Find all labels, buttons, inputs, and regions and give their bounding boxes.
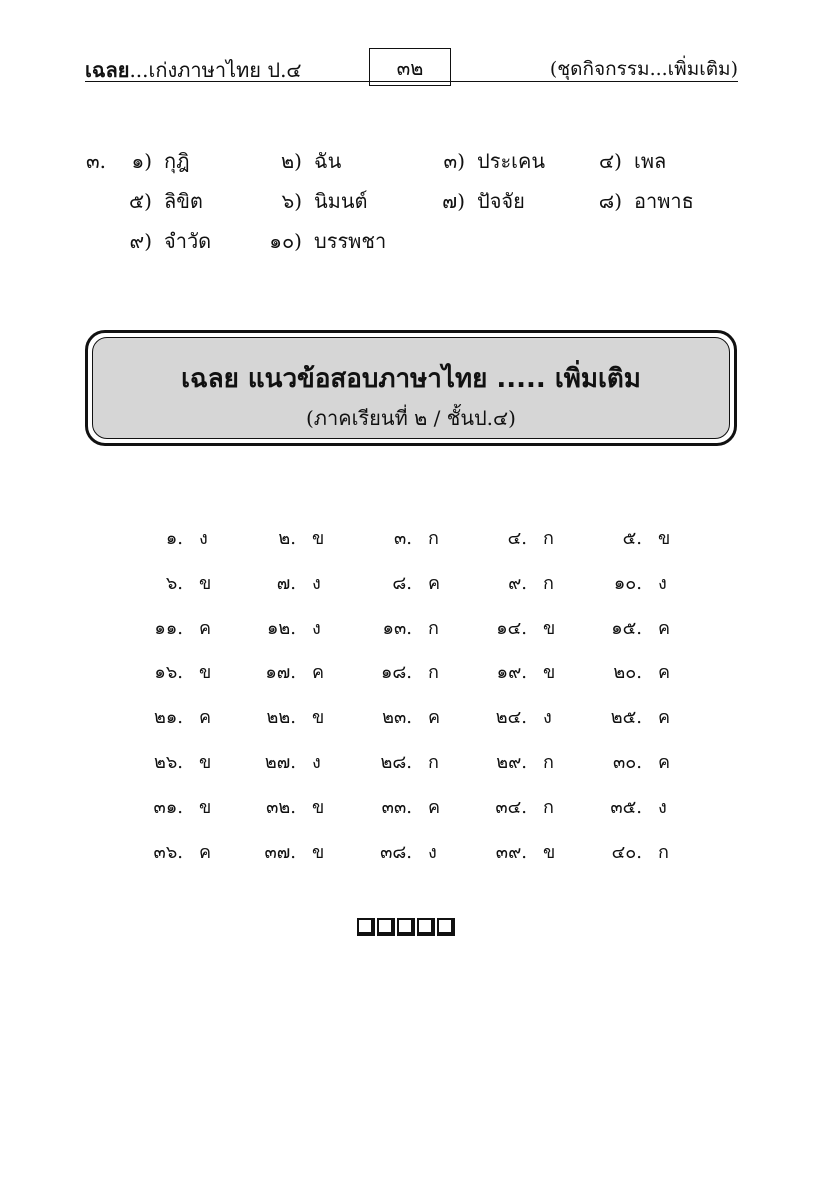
answer-number: ๓๑. [153, 797, 183, 818]
answer-number: ๑๙. [496, 662, 527, 683]
vocab-item [112, 225, 211, 257]
answer-item [467, 837, 555, 866]
answer-number: ๒๔. [495, 707, 527, 728]
page-header [85, 48, 738, 88]
answer-choice: ค [428, 573, 441, 594]
answer-number: ๒๗. [264, 752, 296, 773]
answer-choice: ข [312, 797, 325, 818]
section3-number: ๓. [86, 149, 107, 173]
answer-item [352, 613, 439, 642]
vocab-item [112, 185, 203, 217]
vocab-item-word: ปัจจัย [477, 189, 525, 213]
vocab-item [262, 225, 386, 257]
title-subtitle: (ภาคเรียนที่ ๒ / ชั้นป.๔) [306, 406, 516, 430]
answer-choice: ก [428, 662, 439, 683]
answer-choice: ก [428, 752, 439, 773]
header-divider [85, 81, 738, 82]
answer-number: ๓. [393, 528, 412, 549]
answer-item [582, 702, 670, 731]
answer-item [123, 568, 211, 597]
answer-number: ๑๑. [154, 618, 183, 639]
answer-number: ๓๙. [495, 842, 527, 863]
answer-choice: ข [312, 528, 325, 549]
vocab-item [582, 185, 694, 217]
answer-number: ๓๔. [495, 797, 527, 818]
answer-choice: ง [199, 528, 208, 549]
answer-item [236, 523, 324, 552]
vocab-item-number: ๖) [281, 189, 302, 213]
answer-number: ๑๖. [154, 662, 183, 683]
answer-choice: ก [543, 573, 554, 594]
answer-item [467, 657, 555, 686]
answer-number: ๑. [165, 528, 183, 549]
answer-item [236, 837, 324, 866]
answer-choice: ข [199, 752, 212, 773]
answer-item [123, 747, 211, 776]
vocab-item-number: ๕) [129, 189, 152, 213]
answer-choice: ก [658, 842, 669, 863]
page-number: ๓๒ [369, 48, 451, 86]
answer-number: ๒๘. [380, 752, 412, 773]
square-ornament-icon [377, 918, 395, 936]
answer-choice: ค [658, 618, 671, 639]
answer-item [123, 702, 211, 731]
answer-number: ๒๓. [382, 707, 412, 728]
answer-item [352, 657, 439, 686]
answer-item [352, 747, 439, 776]
square-ornament-icon [397, 918, 415, 936]
answer-number: ๓๐. [612, 752, 642, 773]
header-answer-key-label: เฉลย [85, 58, 130, 82]
answer-number: ๗. [276, 573, 296, 594]
answer-choice: ข [543, 842, 556, 863]
answer-number: ๘. [392, 573, 412, 594]
answer-choice: ก [428, 528, 439, 549]
header-series-title: (ชุดกิจกรรม...เพิ่มเติม) [549, 58, 738, 80]
answer-item [467, 702, 552, 731]
answer-item [123, 792, 211, 821]
answer-choice: ข [199, 662, 212, 683]
answer-item [582, 523, 670, 552]
answer-item [236, 792, 324, 821]
vocab-item-number: ๙) [129, 229, 152, 253]
title-box-inner [92, 337, 730, 439]
vocab-item [262, 185, 368, 217]
answer-number: ๒๕. [610, 707, 642, 728]
answer-choice: ง [312, 752, 321, 773]
answer-item [582, 657, 670, 686]
answer-item [467, 613, 555, 642]
answer-item [352, 568, 440, 597]
answer-choice: ข [543, 662, 556, 683]
answer-item [582, 747, 670, 776]
answer-key-title-box [85, 330, 737, 446]
vocab-item-word: อาพาธ [634, 189, 694, 213]
header-book-title: ...เก่งภาษาไทย ป.๔ [129, 58, 302, 82]
answer-number: ๓๒. [266, 797, 296, 818]
answer-choice: ค [658, 662, 671, 683]
answer-item [236, 747, 321, 776]
answer-item [123, 523, 208, 552]
answer-number: ๔. [507, 528, 527, 549]
answer-number: ๒๑. [153, 707, 183, 728]
answer-item [236, 613, 321, 642]
answer-item [582, 792, 667, 821]
answer-number: ๑๘. [380, 662, 412, 683]
answer-number: ๒๒. [266, 707, 296, 728]
answer-number: ๒๖. [153, 752, 183, 773]
answer-choice: ค [428, 707, 441, 728]
answer-item [236, 702, 324, 731]
vocab-item [112, 145, 190, 177]
answer-item [467, 523, 554, 552]
vocab-item-number: ๔) [599, 149, 622, 173]
answer-number: ๒๙. [496, 752, 527, 773]
answer-number: ๒๐. [613, 662, 642, 683]
answer-choice: ก [543, 752, 554, 773]
answer-choice: ค [658, 707, 671, 728]
answer-choice: ก [428, 618, 439, 639]
answer-item [123, 657, 211, 686]
vocab-item [425, 145, 545, 177]
answer-number: ๑๕. [611, 618, 642, 639]
vocab-item [425, 185, 525, 217]
answer-item [123, 613, 211, 642]
answer-choice: ข [312, 842, 325, 863]
answer-item [352, 792, 440, 821]
square-ornament-icon [417, 918, 435, 936]
answer-choice: ค [199, 842, 212, 863]
answer-number: ๑๗. [265, 662, 296, 683]
answer-number: ๓๓. [381, 797, 412, 818]
answer-choice: ข [658, 528, 671, 549]
answer-choice: ก [543, 797, 554, 818]
answer-item [352, 523, 439, 552]
vocab-item-word: ประเคน [477, 149, 546, 173]
answer-choice: ข [543, 618, 556, 639]
answer-choice: ค [312, 662, 325, 683]
vocab-item-number: ๗) [442, 189, 465, 213]
answer-number: ๓๘. [380, 842, 412, 863]
vocab-item-number: ๘) [598, 189, 622, 213]
answer-item [582, 568, 667, 597]
answer-item [582, 613, 670, 642]
vocab-item-number: ๒) [281, 149, 302, 173]
answer-choice: ง [312, 618, 321, 639]
vocab-item-word: เพล [634, 149, 667, 173]
answer-choice: ง [658, 573, 667, 594]
answer-number: ๓๕. [610, 797, 642, 818]
vocab-item-word: นิมนต์ [314, 189, 368, 213]
vocab-item-number: ๑) [131, 149, 152, 173]
vocab-item-word: จำวัด [164, 229, 212, 253]
vocab-item [262, 145, 341, 177]
vocab-item-number: ๑๐) [269, 229, 302, 253]
answer-item [352, 702, 440, 731]
answer-choice: ค [199, 707, 212, 728]
answer-item [467, 747, 554, 776]
answer-item [467, 568, 554, 597]
vocab-item-number: ๓) [443, 149, 465, 173]
answer-choice: ข [199, 573, 212, 594]
answer-item [236, 568, 321, 597]
answer-item [582, 837, 669, 866]
answer-number: ๑๐. [613, 573, 642, 594]
end-ornament [357, 918, 455, 936]
answer-number: ๓๗. [264, 842, 296, 863]
vocab-item [582, 145, 666, 177]
answer-choice: ง [312, 573, 321, 594]
answer-choice: ค [658, 752, 671, 773]
answer-number: ๑๒. [266, 618, 296, 639]
answer-item [236, 657, 324, 686]
answer-choice: ข [199, 797, 212, 818]
square-ornament-icon [437, 918, 455, 936]
title-main: เฉลย แนวข้อสอบภาษาไทย ..... เพิ่มเติม [181, 364, 641, 394]
vocab-item-word: บรรพชา [314, 229, 387, 253]
square-ornament-icon [357, 918, 375, 936]
answer-choice: ง [658, 797, 667, 818]
answer-choice: ง [543, 707, 552, 728]
answer-choice: ข [312, 707, 325, 728]
answer-choice: ง [428, 842, 437, 863]
answer-number: ๔๐. [611, 842, 642, 863]
answer-number: ๑๓. [382, 618, 412, 639]
vocab-item-word: ลิขิต [164, 189, 203, 213]
answer-item [123, 837, 211, 866]
answer-item [467, 792, 554, 821]
vocab-item-word: กุฎิ [164, 149, 190, 173]
answer-number: ๑๔. [496, 618, 527, 639]
vocab-item-word: ฉัน [314, 149, 342, 173]
answer-number: ๒. [278, 528, 296, 549]
answer-choice: ก [543, 528, 554, 549]
answer-choice: ค [428, 797, 441, 818]
answer-number: ๙. [508, 573, 527, 594]
answer-item [352, 837, 437, 866]
answer-number: ๕. [622, 528, 642, 549]
answer-number: ๓๖. [153, 842, 183, 863]
answer-choice: ค [199, 618, 212, 639]
answer-number: ๖. [165, 573, 183, 594]
